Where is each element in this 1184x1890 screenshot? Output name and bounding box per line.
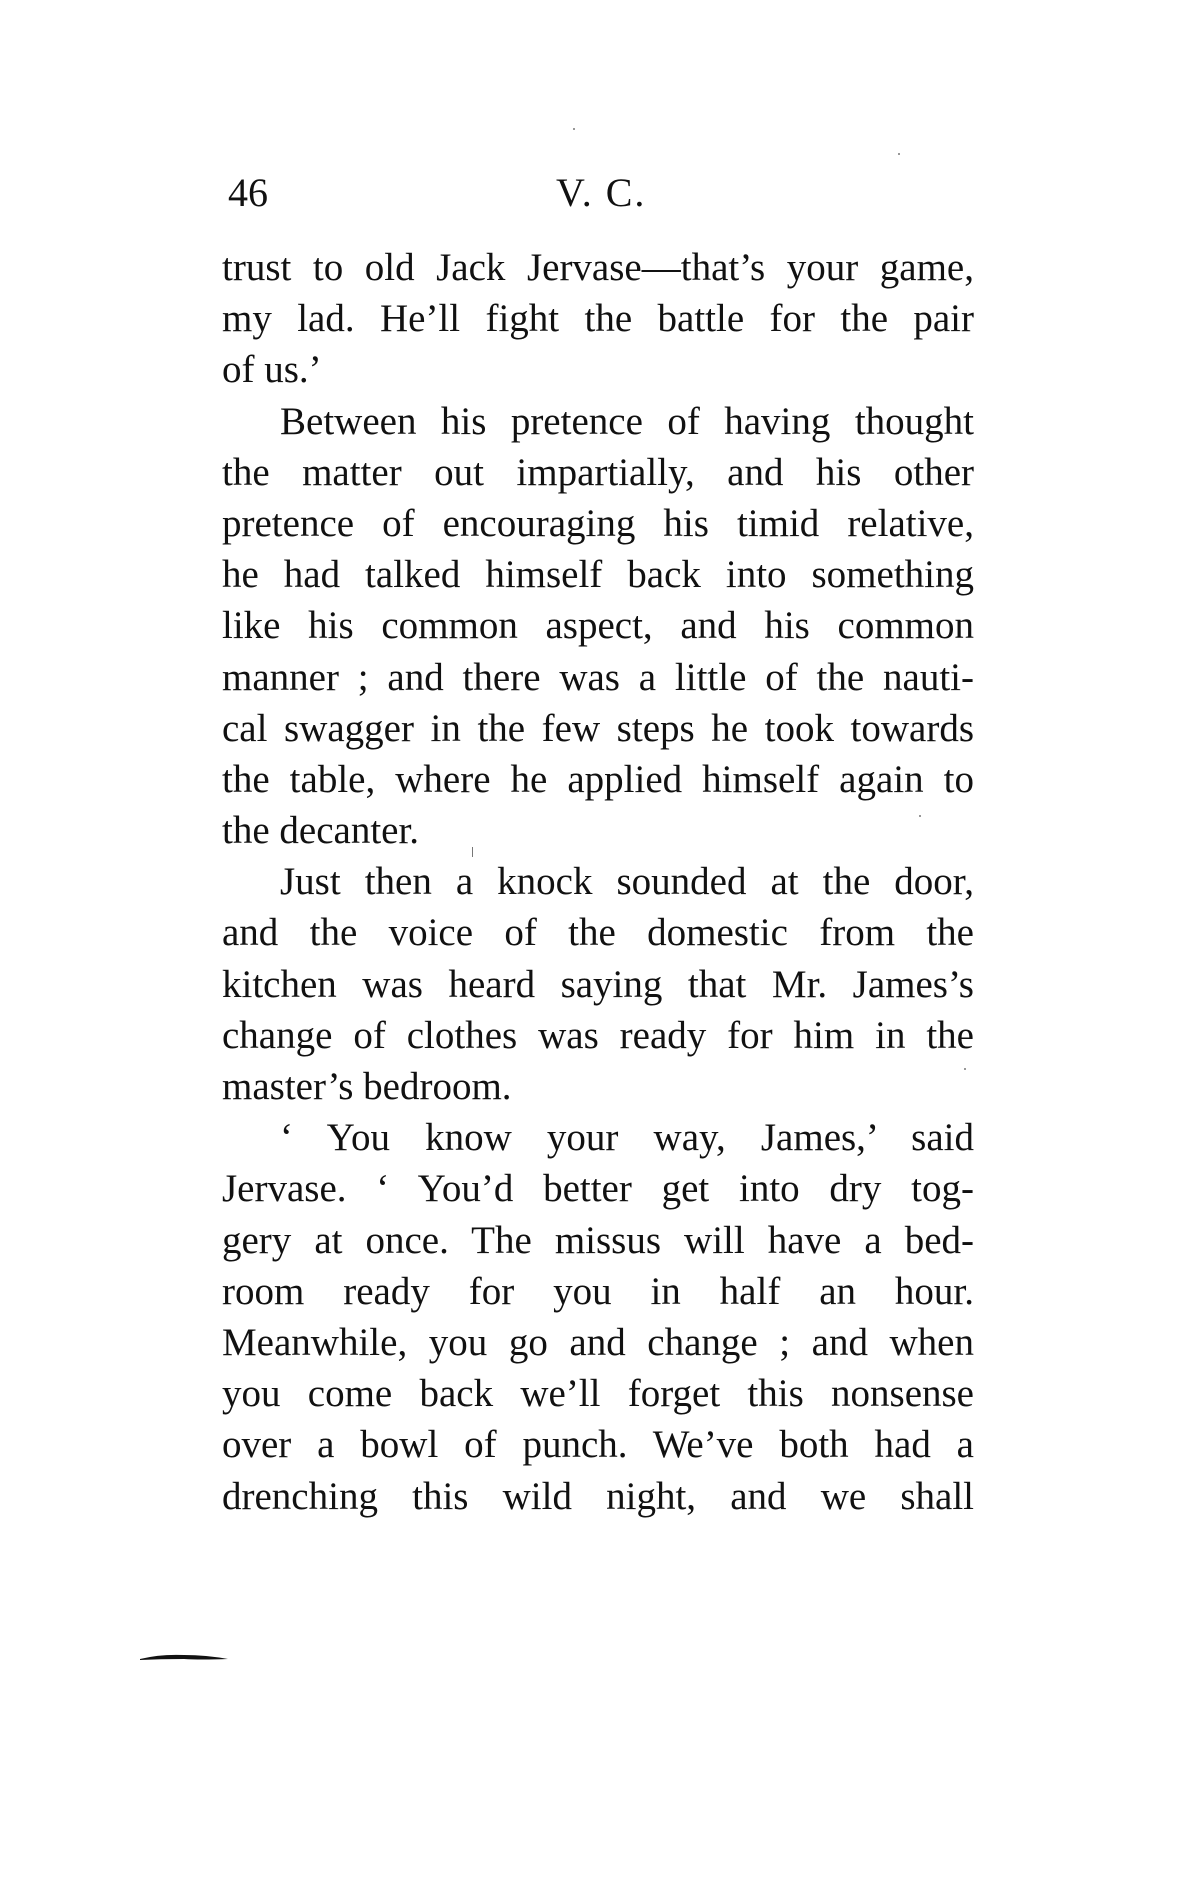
text-line: the decanter. xyxy=(222,809,420,853)
text-line: trust to old Jack Jervase—that’s your game, xyxy=(222,246,974,289)
text-line: change of clothes was ready for him in the xyxy=(222,1013,974,1057)
text-line: gery at once. The missus will have a bed- xyxy=(222,1218,974,1262)
text-line: Meanwhile, you go and change ; and when xyxy=(222,1320,974,1364)
text-line: the table, where he applied himself again to xyxy=(222,757,974,801)
paper-speck xyxy=(472,847,473,857)
text-line: of us.’ xyxy=(222,348,322,392)
text-line: Jervase. ‘ You’d better get into dry tog- xyxy=(222,1167,974,1211)
text-line: kitchen was heard saying that Mr. James’s xyxy=(222,962,974,1006)
text-line: manner ; and there was a little of the nauti- xyxy=(222,655,974,699)
text-line: the matter out impartially, and his other xyxy=(222,450,974,494)
text-line: master’s bedroom. xyxy=(222,1065,512,1108)
text-line: cal swagger in the few steps he took towards xyxy=(222,706,974,750)
paragraph-first-line: ‘ You know your way, James,’ said xyxy=(280,1116,974,1160)
running-title: V. C. xyxy=(556,170,647,215)
text-line: pretence of encouraging his timid relative, xyxy=(222,501,974,545)
paragraph-first-line: Just then a knock sounded at the door, xyxy=(280,860,974,904)
paper-speck xyxy=(898,153,900,155)
text-line: my lad. He’ll fight the battle for the pair xyxy=(222,297,974,341)
text-line: drenching this wild night, and we shall xyxy=(222,1474,974,1518)
ink-mark xyxy=(140,1653,228,1661)
paper-speck xyxy=(919,815,921,817)
paper-speck xyxy=(964,1068,966,1070)
page-header xyxy=(224,168,974,218)
text-line: he had talked himself back into something xyxy=(222,553,974,597)
body-text xyxy=(222,242,974,1522)
page-number: 46 xyxy=(228,170,268,215)
text-line: over a bowl of punch. We’ve both had a xyxy=(222,1423,974,1467)
text-line: room ready for you in half an hour. xyxy=(222,1269,974,1313)
text-line: like his common aspect, and his common xyxy=(222,604,974,648)
paragraph-first-line: Between his pretence of having thought xyxy=(280,399,974,443)
text-line: you come back we’ll forget this nonsense xyxy=(222,1372,974,1416)
text-line: and the voice of the domestic from the xyxy=(222,911,974,955)
paper-speck xyxy=(573,128,575,130)
